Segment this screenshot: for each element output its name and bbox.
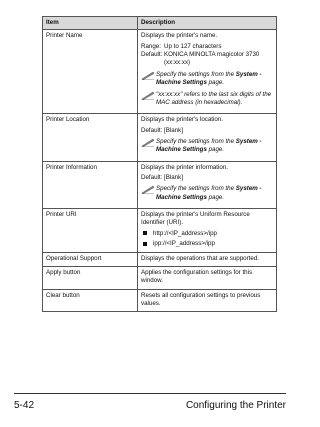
note-text: Specify the settings from the System - Machine Settings page. — [156, 137, 262, 154]
note — [141, 185, 273, 202]
note-text: "xx:xx:xx" refers to the last six digits of the MAC address (in hexadecimal). — [156, 90, 272, 106]
item-cell: Printer URI — [43, 209, 138, 252]
description-text: Displays the printer's location. — [141, 116, 223, 124]
description-cell: Resets all configuration settings to previous values. — [138, 289, 277, 312]
pencil-note-icon — [141, 185, 156, 194]
range-label: Range: — [141, 42, 161, 50]
default-label: Default: — [141, 174, 163, 182]
description-text: Displays the printer information. — [141, 163, 229, 171]
table-row-printer-information — [43, 161, 277, 208]
default-line — [141, 174, 273, 182]
table-row-printer-name — [43, 30, 277, 114]
header-description: Description — [138, 17, 277, 30]
default-value: [Blank] — [164, 126, 183, 134]
note — [141, 138, 273, 155]
list-item — [141, 230, 273, 238]
item-cell: Printer Location — [43, 114, 138, 161]
note — [141, 71, 273, 88]
default-value: KONICA MINOLTA magicolor 3730 (xx:xx:xx) — [164, 51, 260, 67]
description-cell — [138, 30, 277, 114]
pencil-note-icon — [141, 71, 156, 80]
range-line — [141, 43, 273, 51]
range-value: Up to 127 characters — [164, 42, 222, 50]
description-cell — [138, 209, 277, 252]
settings-table — [42, 16, 277, 312]
item-cell: Printer Name — [43, 30, 138, 114]
description-text: Displays the printer's Uniform Resource Identifier (URI). — [141, 211, 250, 227]
bullet-text: http://<IP_address>/ipp — [153, 229, 217, 237]
default-value: [Blank] — [164, 174, 183, 182]
description-cell — [138, 114, 277, 161]
note — [141, 91, 273, 108]
item-cell: Operational Support — [43, 252, 138, 266]
table-row-printer-location — [43, 114, 277, 161]
item-cell: Printer Information — [43, 161, 138, 208]
bullet-square-icon — [143, 231, 147, 235]
table-row-operational-support — [43, 252, 277, 266]
bullet-square-icon — [143, 242, 147, 246]
description-cell: Applies the configuration settings for this window. — [138, 266, 277, 289]
header-item: Item — [43, 17, 138, 30]
page-number: 5-42 — [14, 400, 35, 411]
pencil-note-icon — [141, 91, 156, 100]
table-row-apply-button — [43, 266, 277, 289]
table-row-printer-uri — [43, 209, 277, 252]
item-cell: Clear button — [43, 289, 138, 312]
description-text: Displays the printer's name. — [141, 32, 218, 40]
default-line — [141, 51, 273, 68]
default-label: Default: — [141, 126, 163, 134]
footer-divider — [14, 393, 286, 394]
note-text: Specify the settings from the System - Machine Settings page. — [156, 185, 262, 201]
item-cell: Apply button — [43, 266, 138, 289]
table-header-row — [43, 17, 277, 30]
page-title: Configuring the Printer — [185, 400, 286, 411]
bullet-text: ipp://<IP_address>/ipp — [153, 240, 215, 248]
default-label: Default: — [141, 51, 163, 59]
pencil-note-icon — [141, 138, 156, 147]
table-row-clear-button — [43, 289, 277, 312]
default-line — [141, 127, 273, 135]
note-text: Specify the settings from the System - Machine Settings page. — [156, 70, 262, 87]
list-item — [141, 240, 273, 248]
description-cell — [138, 161, 277, 208]
description-cell: Displays the operations that are supported. — [138, 252, 277, 266]
